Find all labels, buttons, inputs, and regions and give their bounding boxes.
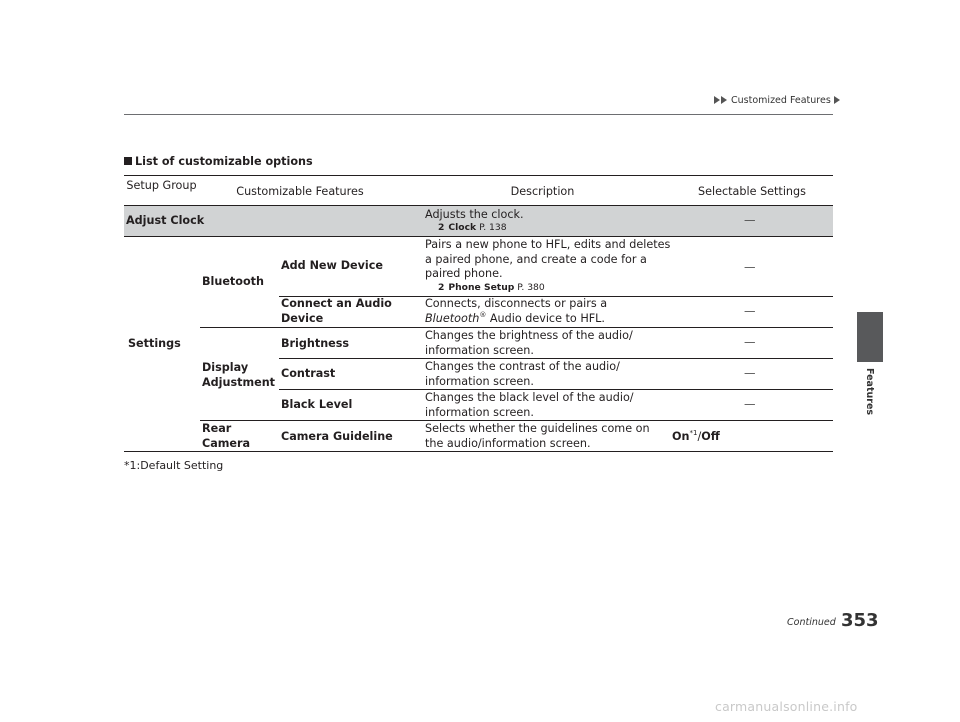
- row-rule: [279, 358, 833, 359]
- footnote: *1:Default Setting: [124, 459, 224, 472]
- bluetooth-label: Bluetooth: [202, 275, 264, 288]
- contrast-setting: —: [744, 366, 756, 380]
- square-bullet-icon: [124, 157, 132, 165]
- column-header-settings: Selectable Settings: [698, 185, 806, 198]
- continued-label: Continued: [787, 617, 836, 628]
- brightness-setting: —: [744, 335, 756, 349]
- row-rule: [200, 420, 833, 421]
- connect-audio-device-feature: Connect an Audio Device: [281, 297, 392, 325]
- clock-cross-reference: 2 Clock P. 138: [438, 222, 507, 233]
- page-number: 353: [841, 610, 879, 631]
- cross-reference-arrow-icon: 2: [438, 222, 445, 233]
- camera-guideline-feature: Camera Guideline: [281, 430, 393, 443]
- breadcrumb: [714, 95, 841, 106]
- triangle-right-icon: [721, 96, 727, 104]
- contrast-description: Changes the contrast of the audio/ information screen.: [425, 360, 620, 388]
- section-title-text: List of customizable options: [135, 155, 313, 168]
- black-level-setting: —: [744, 397, 756, 411]
- camera-guideline-setting: On$^{*1}$/Off: [672, 429, 720, 443]
- column-header-features: Customizable Features: [236, 185, 364, 198]
- brightness-feature: Brightness: [281, 337, 350, 350]
- side-tab-label: Features: [864, 368, 875, 416]
- header-divider: [124, 114, 833, 115]
- add-new-device-setting: —: [744, 260, 756, 274]
- column-header-setup-group: Setup Group: [126, 179, 197, 192]
- cross-reference-arrow-icon: 2: [438, 282, 445, 293]
- brightness-description: Changes the brightness of the audio/ information screen.: [425, 329, 633, 357]
- connect-audio-device-setting: —: [744, 304, 756, 318]
- breadcrumb-label: Customized Features: [731, 95, 831, 106]
- rear-camera-label: Rear Camera: [202, 422, 251, 450]
- watermark: carmanualsonline.info: [715, 699, 858, 714]
- triangle-right-icon: [714, 96, 720, 104]
- contrast-feature: Contrast: [281, 367, 336, 380]
- adjust-clock-setting: —: [744, 213, 756, 227]
- row-rule: [200, 327, 833, 328]
- settings-group-label: Settings: [128, 337, 181, 350]
- column-header-description: Description: [510, 185, 575, 198]
- black-level-feature: Black Level: [281, 398, 353, 411]
- section-tab-marker: [857, 312, 883, 362]
- black-level-description: Changes the black level of the audio/ information screen.: [425, 391, 634, 419]
- table-top-rule: [124, 175, 833, 176]
- triangle-right-icon: [834, 96, 840, 104]
- row-rule: [279, 389, 833, 390]
- connect-audio-device-description: Connects, disconnects or pairs a Bluetooth® Audio device to HFL.: [425, 297, 608, 325]
- adjust-clock-label: Adjust Clock: [126, 214, 205, 227]
- add-new-device-feature: Add New Device: [281, 259, 383, 272]
- display-adjustment-label: Display Adjustment: [202, 361, 276, 389]
- add-new-device-description: Pairs a new phone to HFL, edits and deletes a paired phone, and create a code for a paired phone.: [425, 238, 671, 280]
- section-title: [124, 155, 313, 168]
- table-bottom-rule: [124, 451, 833, 452]
- adjust-clock-description: Adjusts the clock.: [425, 208, 524, 221]
- camera-guideline-description: Selects whether the guidelines come on the audio/information screen.: [425, 422, 650, 450]
- row-rule: [124, 236, 833, 237]
- phone-setup-cross-reference: 2 Phone Setup P. 380: [438, 282, 545, 293]
